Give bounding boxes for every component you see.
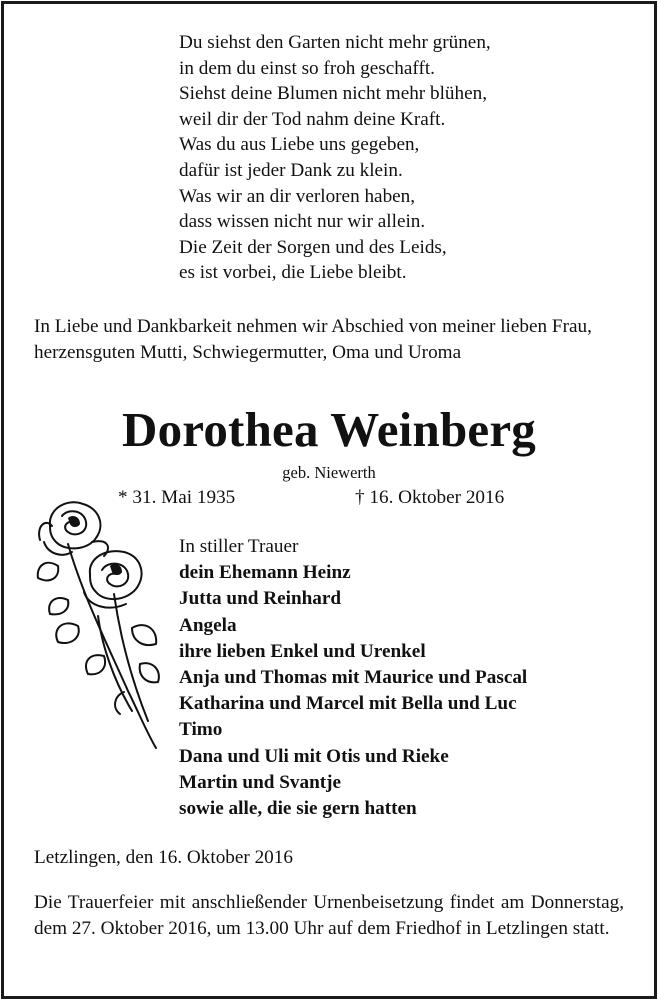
mourner-line: Jutta und Reinhard: [179, 588, 342, 610]
poem-line: Du siehst den Garten nicht mehr grünen,: [179, 32, 491, 53]
funeral-details: Die Trauerfeier mit anschließender Urnenbeisetzung findet am Donnerstag, dem 27. Oktober 2016, um 13.00 Uhr auf dem Friedhof in Letzlingen statt.: [34, 892, 624, 939]
poem-line: Die Zeit der Sorgen und des Leids,: [179, 236, 447, 258]
mourner-line: ihre lieben Enkel und Urenkel: [179, 640, 426, 662]
poem-line: dass wissen nicht nur wir allein.: [179, 211, 426, 233]
birth-date: * 31. Mai 1935: [118, 487, 236, 508]
death-date: † 16. Oktober 2016: [355, 487, 505, 508]
deceased-name: Dorothea Weinberg: [122, 402, 536, 457]
mourner-line: Anja und Thomas mit Maurice und Pascal: [179, 667, 528, 689]
mourner-line: Dana und Uli mit Otis und Rieke: [179, 745, 449, 767]
mourners-heading: In stiller Trauer: [179, 536, 299, 557]
mourners-list: [179, 534, 527, 822]
mourner-line: Angela: [179, 614, 237, 636]
poem-line: in dem du einst so froh geschafft.: [179, 57, 435, 79]
place-date: Letzlingen, den 16. Oktober 2016: [34, 847, 293, 868]
maiden-name: geb. Niewerth: [282, 463, 376, 482]
mourner-line: dein Ehemann Heinz: [179, 562, 351, 584]
mourner-line: sowie alle, die sie gern hatten: [179, 798, 417, 820]
poem-line: weil dir der Tod nahm deine Kraft.: [179, 108, 446, 130]
poem-line: dafür ist jeder Dank zu klein.: [179, 159, 403, 181]
intro-text: In Liebe und Dankbarkeit nehmen wir Abschied von meiner lieben Frau, herzensguten Mutti, Schwiegermutter, Oma und Uroma: [34, 316, 592, 363]
rose-illustration-icon: [28, 496, 168, 756]
mourner-line: Martin und Svantje: [179, 771, 342, 793]
mourner-line: Timo: [179, 719, 223, 741]
poem-line: Siehst deine Blumen nicht mehr blühen,: [179, 83, 488, 105]
poem-line: Was wir an dir verloren haben,: [179, 185, 416, 207]
poem: [179, 30, 491, 286]
mourner-line: Katharina und Marcel mit Bella und Luc: [179, 693, 517, 715]
poem-line: es ist vorbei, die Liebe bleibt.: [179, 262, 407, 284]
poem-line: Was du aus Liebe uns gegeben,: [179, 134, 420, 156]
